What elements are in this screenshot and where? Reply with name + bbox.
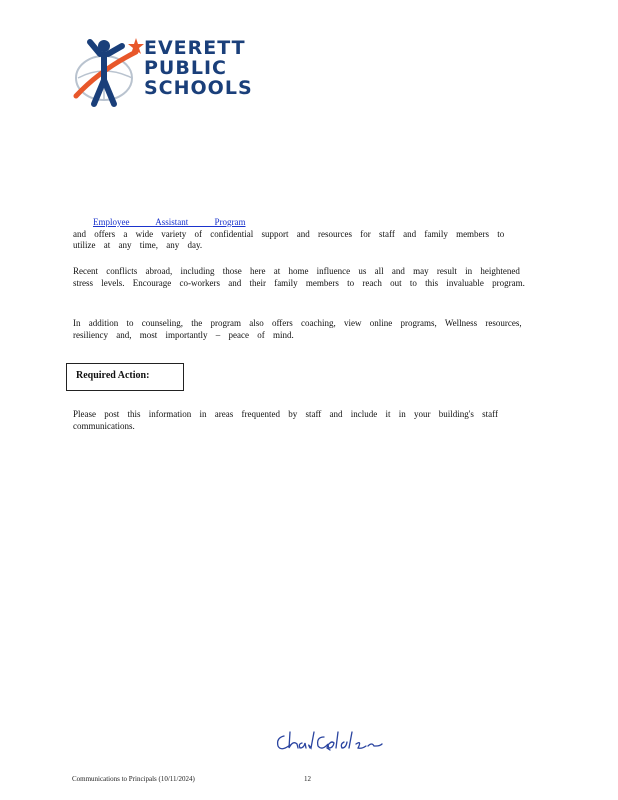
district-logo	[70, 34, 260, 114]
conflicts-paragraph: Recent conflicts abroad, including those here at home influence us all and may result in heightened stress levels. Encourage co-workers and their family members to reach out to this invaluable program.	[73, 266, 525, 288]
action-paragraph: Please post this information in areas frequented by staff and include it in your building's staff communications.	[73, 409, 498, 431]
logo-line-everett: EVERETT	[144, 37, 246, 59]
logo-line-schools: SCHOOLS	[144, 77, 253, 99]
intro-text: and offers a wide variety of confidential support and resources for staff and family members to utilize at any time, any day.	[73, 228, 505, 250]
counseling-paragraph: In addition to counseling, the program also offers coaching, view online programs, Wellness resources, resiliency and, most importantly – peace of mind.	[73, 318, 522, 340]
logo-line-public: PUBLIC	[144, 57, 227, 79]
handwritten-signature	[272, 728, 384, 754]
signature	[272, 728, 384, 754]
page-number: 12	[304, 775, 311, 783]
logo-wordmark	[144, 38, 253, 98]
eap-link[interactable]: Employee Assistant Program	[93, 217, 246, 227]
required-action-label: Required Action:	[76, 370, 150, 381]
intro-paragraph	[73, 217, 535, 252]
required-action-box	[66, 363, 184, 391]
footer-title: Communications to Principals (10/11/2024)	[72, 775, 195, 783]
person-star-globe-icon	[70, 34, 150, 114]
